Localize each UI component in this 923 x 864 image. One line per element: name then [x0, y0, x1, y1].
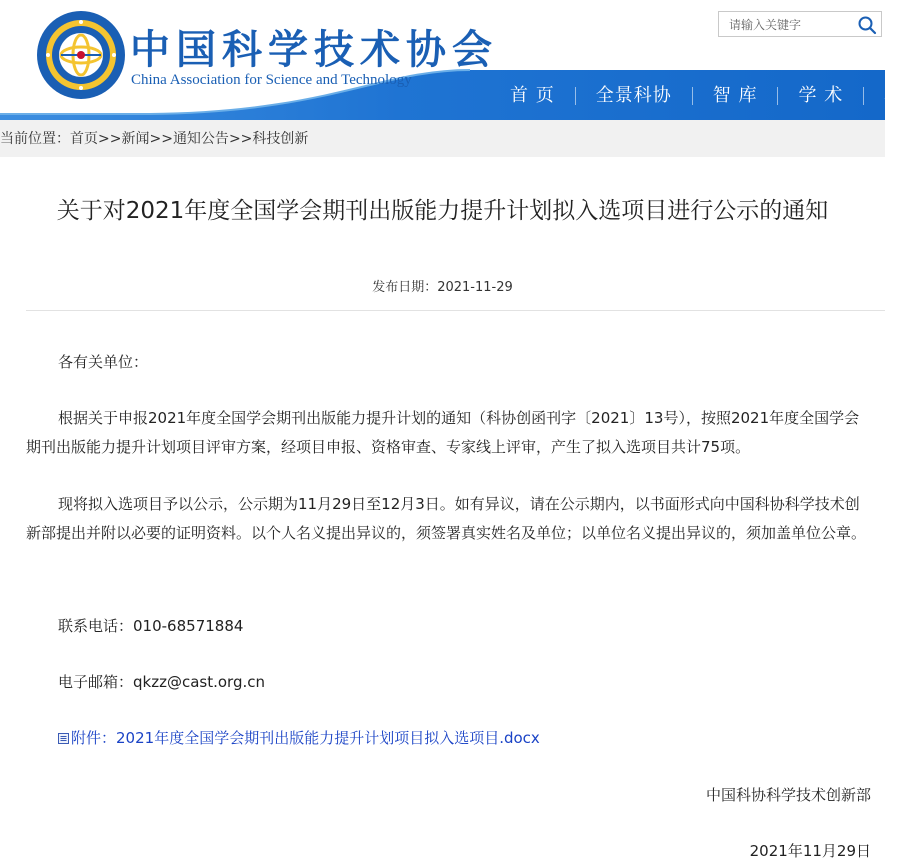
breadcrumb-item-home[interactable]: 首页 — [70, 131, 98, 147]
body-paragraph: 现将拟入选项目予以公示，公示期为11月29日至12月3日。如有异议，请在公示期内，以书面形式向中国科协科学技术创新部提出并附以必要的证明资料。以个人名义提出异议的，须签署真实姓名及单位；以单位名义提出异议的，须加盖单位公章。 — [26, 495, 867, 542]
site-logo-english[interactable]: China Association for Science and Technology — [131, 72, 412, 88]
breadcrumb-separator: >> — [98, 131, 122, 147]
contact-email — [26, 668, 872, 697]
breadcrumb-separator: >> — [149, 131, 173, 147]
contact-phone — [26, 612, 872, 641]
signature-date: 2021年11月29日 — [749, 842, 871, 860]
article-title: 关于对2021年度全国学会期刊出版能力提升计划拟入选项目进行公示的通知 — [56, 198, 829, 224]
breadcrumb-item-notices[interactable]: 通知公告 — [172, 131, 229, 147]
attachment-link[interactable]: 2021年度全国学会期刊出版能力提升计划项目拟入选项目.docx — [116, 729, 540, 747]
body-paragraph: 根据关于申报2021年度全国学会期刊出版能力提升计划的通知（科协创函刊字〔2021〕13号），按照2021年度全国学会期刊出版能力提升计划项目评审方案，经项目申报、资格审查、专家线上评审，产生了拟入选项目共计75项。 — [26, 409, 860, 456]
attachment — [26, 724, 872, 753]
phone-value: 010-68571884 — [133, 617, 244, 635]
main-nav — [490, 82, 923, 110]
nav-item-home[interactable]: 首 页 — [510, 85, 555, 106]
breadcrumb — [0, 120, 885, 157]
divider — [26, 310, 885, 311]
site-logo-chinese[interactable]: 中国科学技术协会 — [130, 26, 498, 73]
breadcrumb-prefix: 当前位置： — [0, 131, 70, 147]
nav-item-academic[interactable]: 学 术 — [798, 85, 844, 106]
publish-date-label: 发布日期： — [372, 280, 438, 295]
publish-date — [0, 276, 885, 295]
nav-item-think-tank[interactable]: 智 库 — [712, 85, 758, 106]
nav-item-truncated[interactable]: 科 — [884, 85, 904, 106]
document-icon — [58, 733, 69, 744]
search-box — [718, 11, 882, 37]
salutation: 各有关单位： — [58, 353, 149, 371]
site-header — [0, 0, 904, 120]
breadcrumb-separator: >> — [228, 131, 253, 147]
signature-org: 中国科协科学技术创新部 — [705, 786, 871, 804]
search-input[interactable] — [727, 13, 857, 37]
phone-label: 联系电话： — [58, 617, 134, 635]
search-icon[interactable] — [857, 15, 877, 35]
attachment-label[interactable]: 附件： — [71, 729, 117, 747]
breadcrumb-item-innovation[interactable]: 科技创新 — [252, 131, 309, 147]
email-label: 电子邮箱： — [58, 673, 134, 691]
publish-date-value: 2021-11-29 — [437, 280, 513, 295]
nav-item-overview[interactable]: 全景科协 — [595, 85, 672, 106]
cast-emblem-icon[interactable] — [36, 10, 126, 100]
email-value: qkzz@cast.org.cn — [133, 673, 265, 691]
breadcrumb-item-news[interactable]: 新闻 — [121, 131, 150, 147]
